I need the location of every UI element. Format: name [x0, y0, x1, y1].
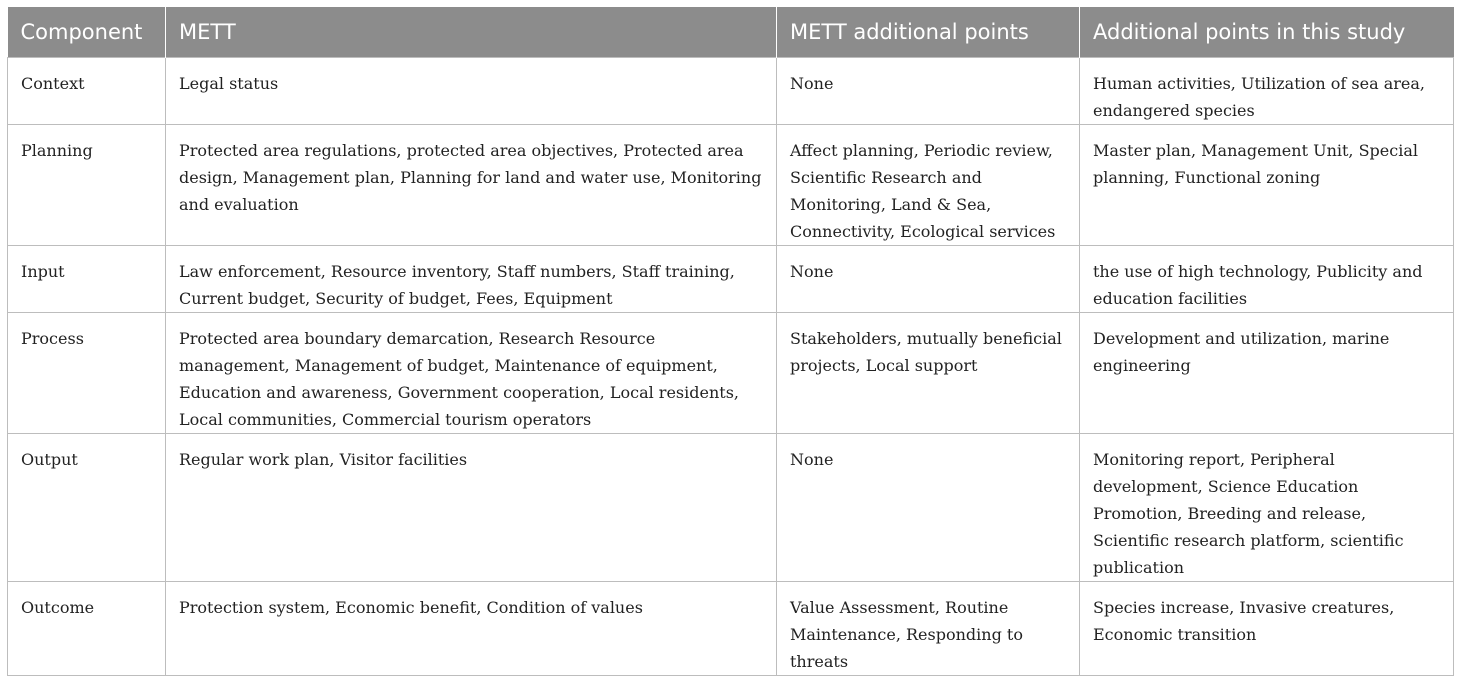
cell-component: Input	[8, 246, 166, 313]
cell-component: Output	[8, 434, 166, 582]
cell-study-additional: Human activities, Utilization of sea area, endangered species	[1080, 58, 1454, 125]
cell-mett: Legal status	[166, 58, 777, 125]
table-row	[8, 58, 1454, 125]
cell-component: Context	[8, 58, 166, 125]
header-mett: METT	[166, 7, 777, 58]
table-row	[8, 313, 1454, 434]
header-component: Component	[8, 7, 166, 58]
header-row	[8, 7, 1454, 58]
cell-mett-additional: Affect planning, Periodic review, Scientific Research and Monitoring, Land & Sea, Connectivity, Ecological services	[777, 125, 1080, 246]
cell-mett: Law enforcement, Resource inventory, Staff numbers, Staff training, Current budget, Security of budget, Fees, Equipment	[166, 246, 777, 313]
cell-mett-additional: None	[777, 246, 1080, 313]
cell-mett-additional: None	[777, 434, 1080, 582]
comparison-table-container	[7, 7, 1453, 676]
cell-mett: Protected area regulations, protected area objectives, Protected area design, Management plan, Planning for land and water use, Monitoring and evaluation	[166, 125, 777, 246]
cell-mett: Protection system, Economic benefit, Condition of values	[166, 582, 777, 676]
table-row	[8, 125, 1454, 246]
cell-component: Planning	[8, 125, 166, 246]
mett-comparison-table	[7, 7, 1454, 676]
cell-mett: Protected area boundary demarcation, Research Resource management, Management of budget, Maintenance of equipment, Education and awareness, Government cooperation, Local residents, Local communities, Commercial tourism operators	[166, 313, 777, 434]
table-row	[8, 582, 1454, 676]
table-body	[8, 58, 1454, 676]
table-header	[8, 7, 1454, 58]
table-row	[8, 246, 1454, 313]
cell-mett: Regular work plan, Visitor facilities	[166, 434, 777, 582]
table-row	[8, 434, 1454, 582]
cell-study-additional: the use of high technology, Publicity and education facilities	[1080, 246, 1454, 313]
header-mett-additional: METT additional points	[777, 7, 1080, 58]
cell-mett-additional: Value Assessment, Routine Maintenance, Responding to threats	[777, 582, 1080, 676]
cell-mett-additional: None	[777, 58, 1080, 125]
cell-study-additional: Monitoring report, Peripheral development, Science Education Promotion, Breeding and release, Scientific research platform, scientific publication	[1080, 434, 1454, 582]
cell-mett-additional: Stakeholders, mutually beneficial projects, Local support	[777, 313, 1080, 434]
cell-component: Outcome	[8, 582, 166, 676]
cell-study-additional: Development and utilization, marine engineering	[1080, 313, 1454, 434]
header-study-additional: Additional points in this study	[1080, 7, 1454, 58]
cell-component: Process	[8, 313, 166, 434]
cell-study-additional: Master plan, Management Unit, Special planning, Functional zoning	[1080, 125, 1454, 246]
cell-study-additional: Species increase, Invasive creatures, Economic transition	[1080, 582, 1454, 676]
